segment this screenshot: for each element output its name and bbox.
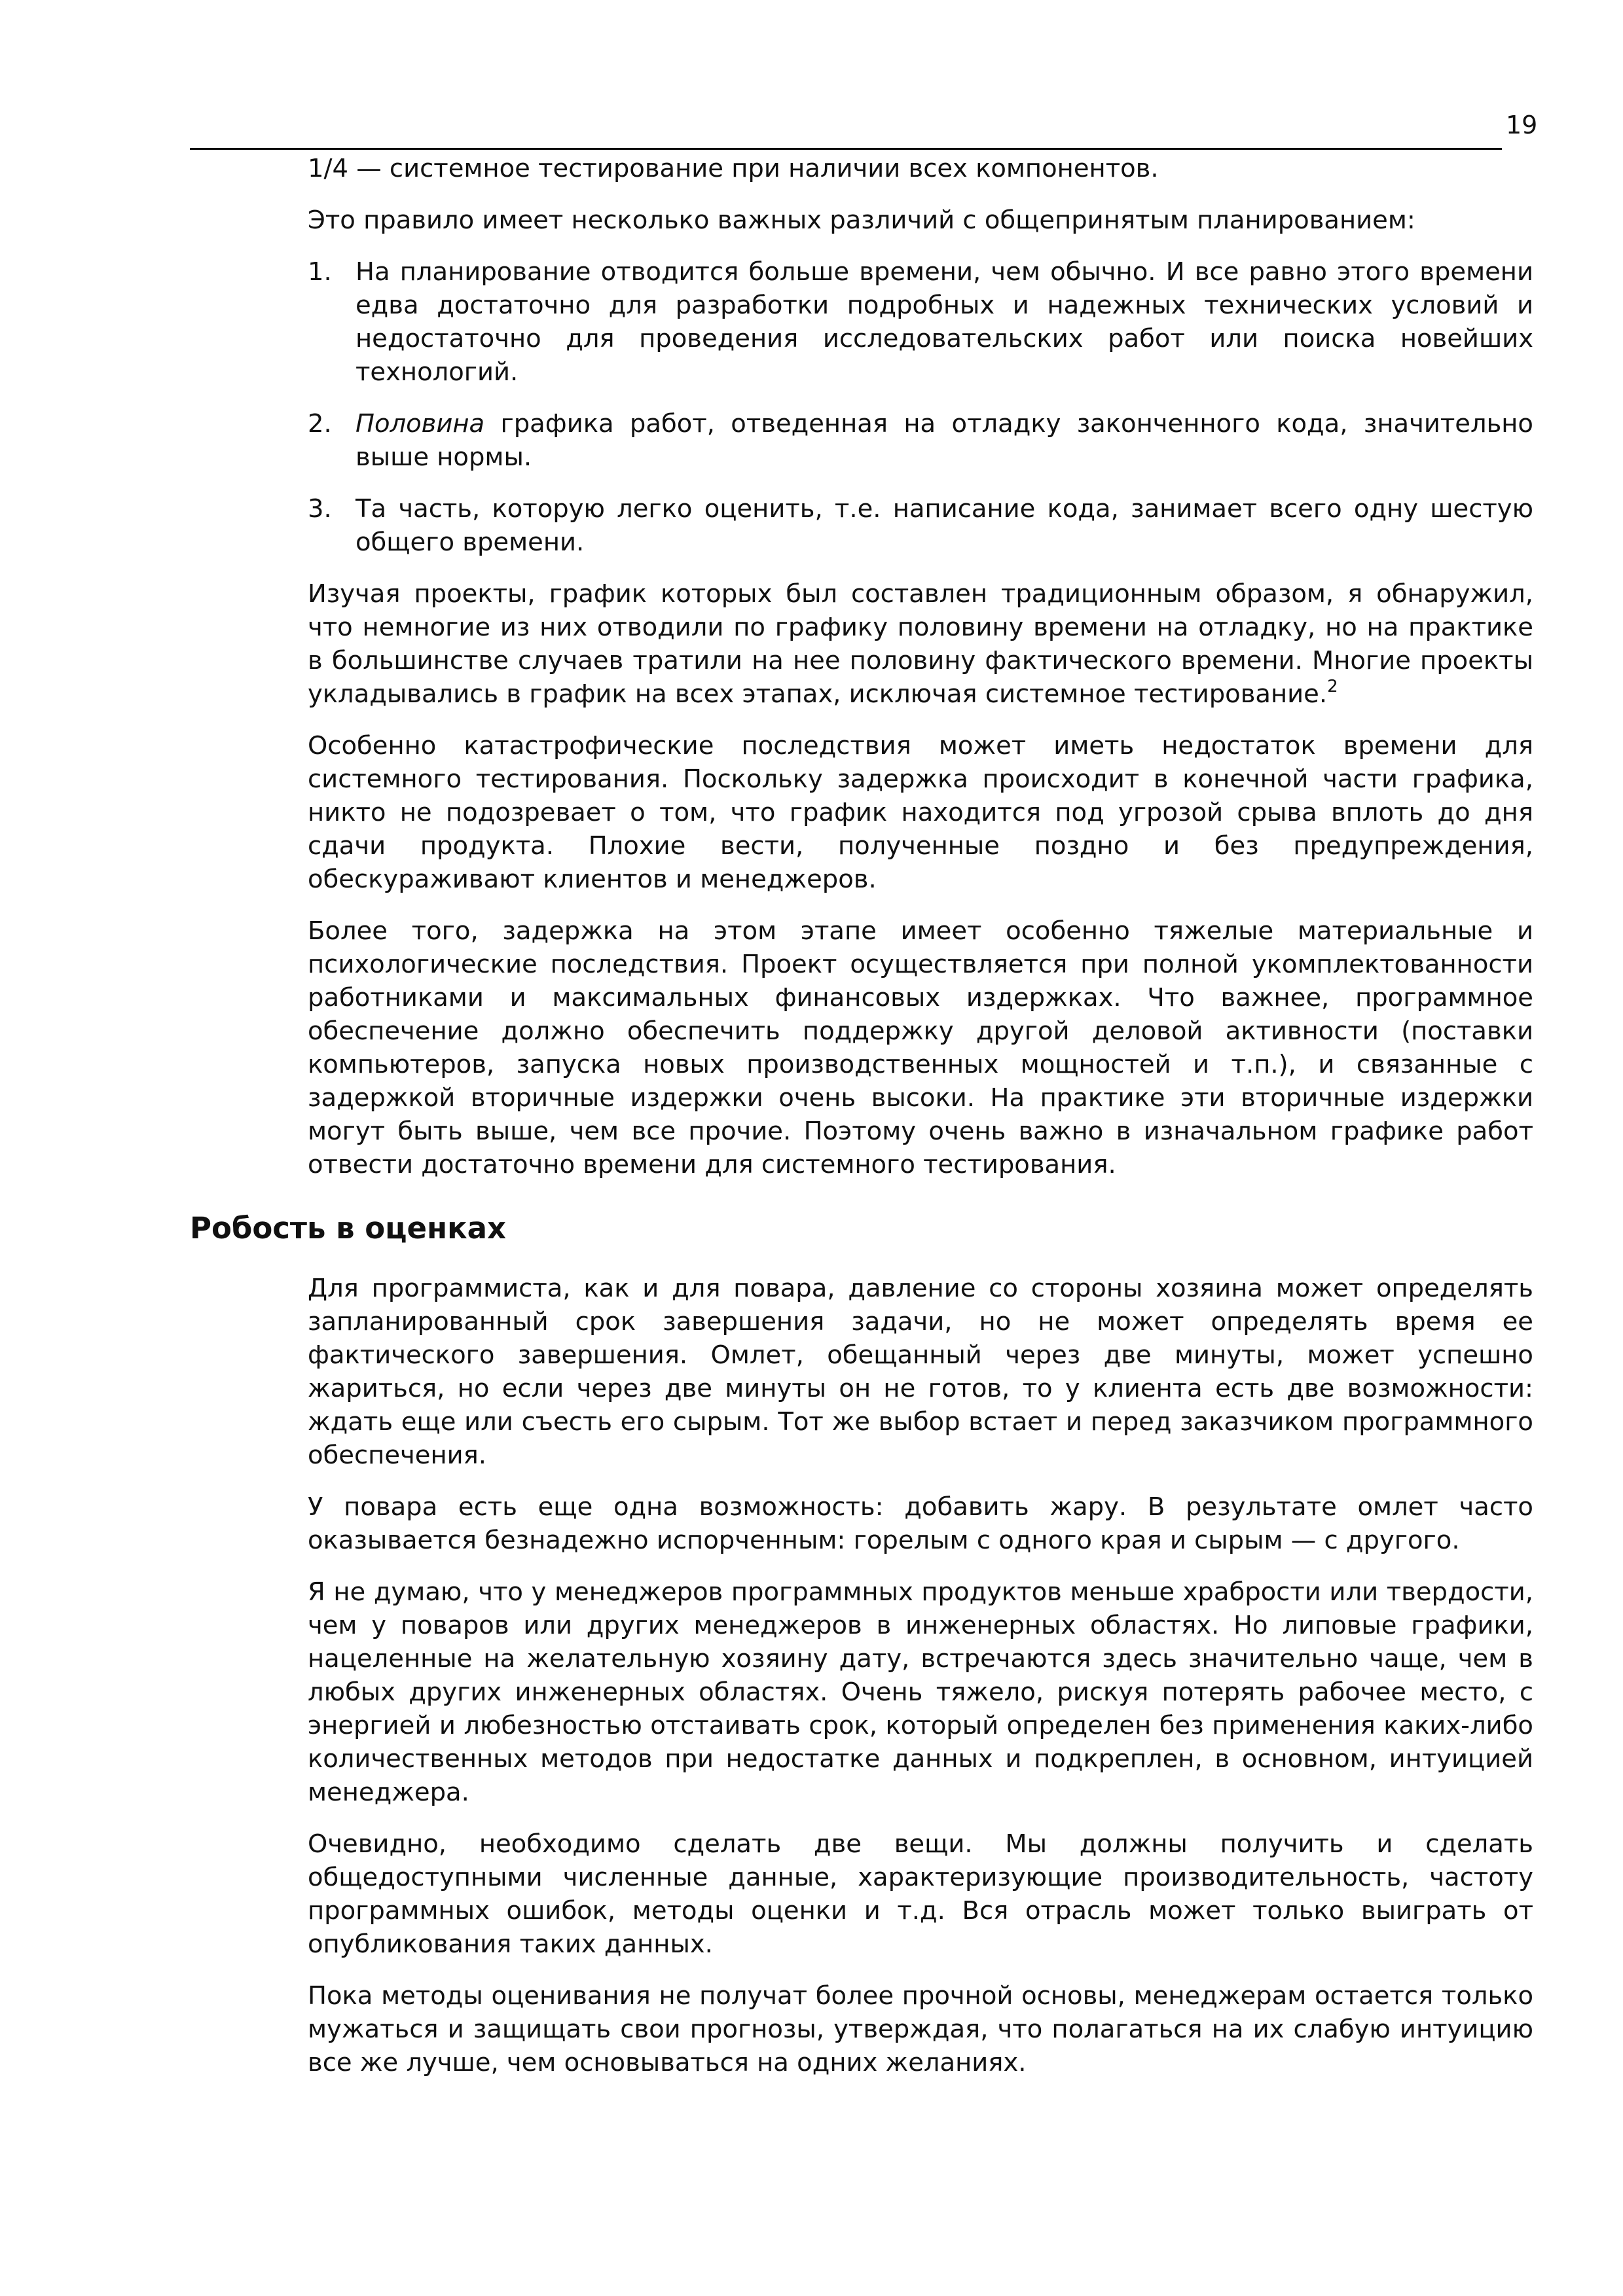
intro-line: 1/4 — системное тестирование при наличии всех компонентов. xyxy=(308,154,1159,183)
section-paragraph-5: Пока методы оценивания не получат более прочной основы, менеджерам остается только мужаться и защищать свои прогнозы, утверждая, что полагаться на их слабую интуицию все же лучше, чем основываться на одних желаниях. xyxy=(308,1981,1533,2077)
list-item-number: 1. xyxy=(308,257,332,287)
body-paragraph-1-text: Изучая проекты, график которых был составлен традиционным образом, я обнаружил, что немногие из них отводили по графику половину времени на отладку, но на практике в большинстве случаев тратили на нее половину фактического времени. Многие проекты укладывались в график на всех этапах, исключая системное тестирование. xyxy=(308,579,1533,709)
section-heading: Робость в оценках xyxy=(190,1211,507,1246)
section-paragraph-2: У повара есть еще одна возможность: добавить жару. В результате омлет часто оказывается безнадежно испорченным: горелым с одного края и сырым — с другого. xyxy=(308,1492,1533,1555)
list-item-number: 2. xyxy=(308,409,332,439)
list-item-text: Та часть, которую легко оценить, т.е. написание кода, занимает всего одну шестую общего времени. xyxy=(356,494,1533,557)
list-item-text: На планирование отводится больше времени, чем обычно. И все равно этого времени едва достаточно для разработки подробных и надежных технических условий и недостаточно для проведения исследовательских работ или поиска новейших технологий. xyxy=(356,257,1533,387)
list-item xyxy=(308,407,1533,474)
body-paragraph-1 xyxy=(308,577,1533,711)
list-item xyxy=(308,255,1533,389)
list-item xyxy=(308,492,1533,559)
section-paragraph-3: Я не думаю, что у менеджеров программных продуктов меньше храбрости или твердости, чем у поваров или других менеджеров в инженерных областях. Но липовые графики, нацеленные на желательную хозяину дату, встречаются здесь значительно чаще, чем в любых других инженерных областях. Очень тяжело, рискуя потерять рабочее место, с энергией и любезностью отстаивать срок, который определен без применения каких-либо количественных методов при недостатке данных и подкреплен, в основном, интуицией менеджера. xyxy=(308,1577,1533,1807)
page-number: 19 xyxy=(1506,111,1538,139)
body-paragraph-2: Особенно катастрофические последствия может иметь недостаток времени для системного тестирования. Поскольку задержка происходит в конечной части графика, никто не подозревает о том, что график находится под угрозой срыва вплоть до дня сдачи продукта. Плохие вести, полученные поздно и без предупреждения, обескураживают клиентов и менеджеров. xyxy=(308,731,1533,894)
page-body xyxy=(190,152,1533,2098)
body-paragraph-3: Более того, задержка на этом этапе имеет особенно тяжелые материальные и психологические последствия. Проект осуществляется при полной укомплектованности работниками и максимальных финансовых издержках. Что важнее, программное обеспечение должно обеспечить поддержку другой деловой активности (поставки компьютеров, запуска новых производственных мощностей и т.п.), и связанные с задержкой вторичные издержки очень высоки. На практике эти вторичные издержки могут быть выше, чем все прочие. Поэтому очень важно в изначальном графике работ отвести достаточно времени для системного тестирования. xyxy=(308,916,1533,1179)
list-item-number: 3. xyxy=(308,494,332,524)
section-paragraph-1: Для программиста, как и для повара, давление со стороны хозяина может определять запланированный срок завершения задачи, но не может определять время ее фактического завершения. Омлет, обещанный через две минуты, может успешно жариться, но если через две минуты он не готов, то у клиента есть две возможности: ждать еще или съесть его сырым. Тот же выбор встает и перед заказчиком программного обеспечения. xyxy=(308,1274,1533,1470)
rule-lead-paragraph: Это правило имеет несколько важных различий с общепринятым планированием: xyxy=(308,206,1415,235)
footnote-marker: 2 xyxy=(1327,677,1338,696)
list-item-text: графика работ, отведенная на отладку законченного кода, значительно выше нормы. xyxy=(356,409,1533,472)
list-item-emphasis: Половина xyxy=(356,409,485,439)
section-paragraph-4: Очевидно, необходимо сделать две вещи. Мы должны получить и сделать общедоступными численные данные, характеризующие производительность, частоту программных ошибок, методы оценки и т.д. Вся отрасль может только выиграть от опубликования таких данных. xyxy=(308,1829,1533,1959)
differences-list xyxy=(308,255,1533,559)
header-rule xyxy=(190,148,1502,150)
